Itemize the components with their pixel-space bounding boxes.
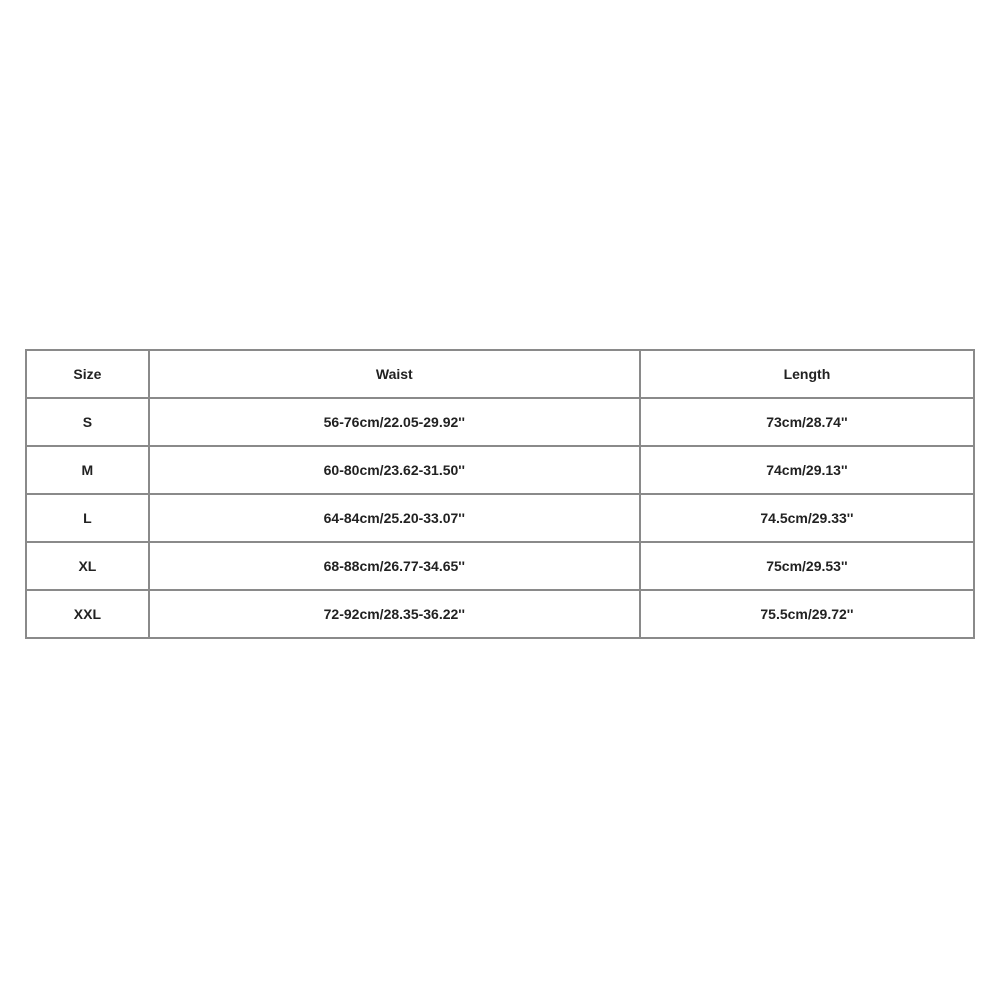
cell-size: S: [26, 398, 149, 446]
table-header-row: [26, 350, 974, 398]
cell-waist: 60-80cm/23.62-31.50'': [149, 446, 640, 494]
cell-length: 75cm/29.53'': [640, 542, 974, 590]
header-length: Length: [640, 350, 974, 398]
cell-size: M: [26, 446, 149, 494]
cell-size: L: [26, 494, 149, 542]
table-row: [26, 446, 974, 494]
cell-length: 73cm/28.74'': [640, 398, 974, 446]
table-row: [26, 494, 974, 542]
cell-size: XL: [26, 542, 149, 590]
cell-length: 75.5cm/29.72'': [640, 590, 974, 638]
size-chart-table: [25, 349, 975, 639]
cell-length: 74.5cm/29.33'': [640, 494, 974, 542]
table-row: [26, 590, 974, 638]
header-waist: Waist: [149, 350, 640, 398]
cell-waist: 64-84cm/25.20-33.07'': [149, 494, 640, 542]
header-size: Size: [26, 350, 149, 398]
cell-length: 74cm/29.13'': [640, 446, 974, 494]
cell-waist: 56-76cm/22.05-29.92'': [149, 398, 640, 446]
cell-waist: 72-92cm/28.35-36.22'': [149, 590, 640, 638]
cell-waist: 68-88cm/26.77-34.65'': [149, 542, 640, 590]
cell-size: XXL: [26, 590, 149, 638]
table-row: [26, 398, 974, 446]
table-row: [26, 542, 974, 590]
